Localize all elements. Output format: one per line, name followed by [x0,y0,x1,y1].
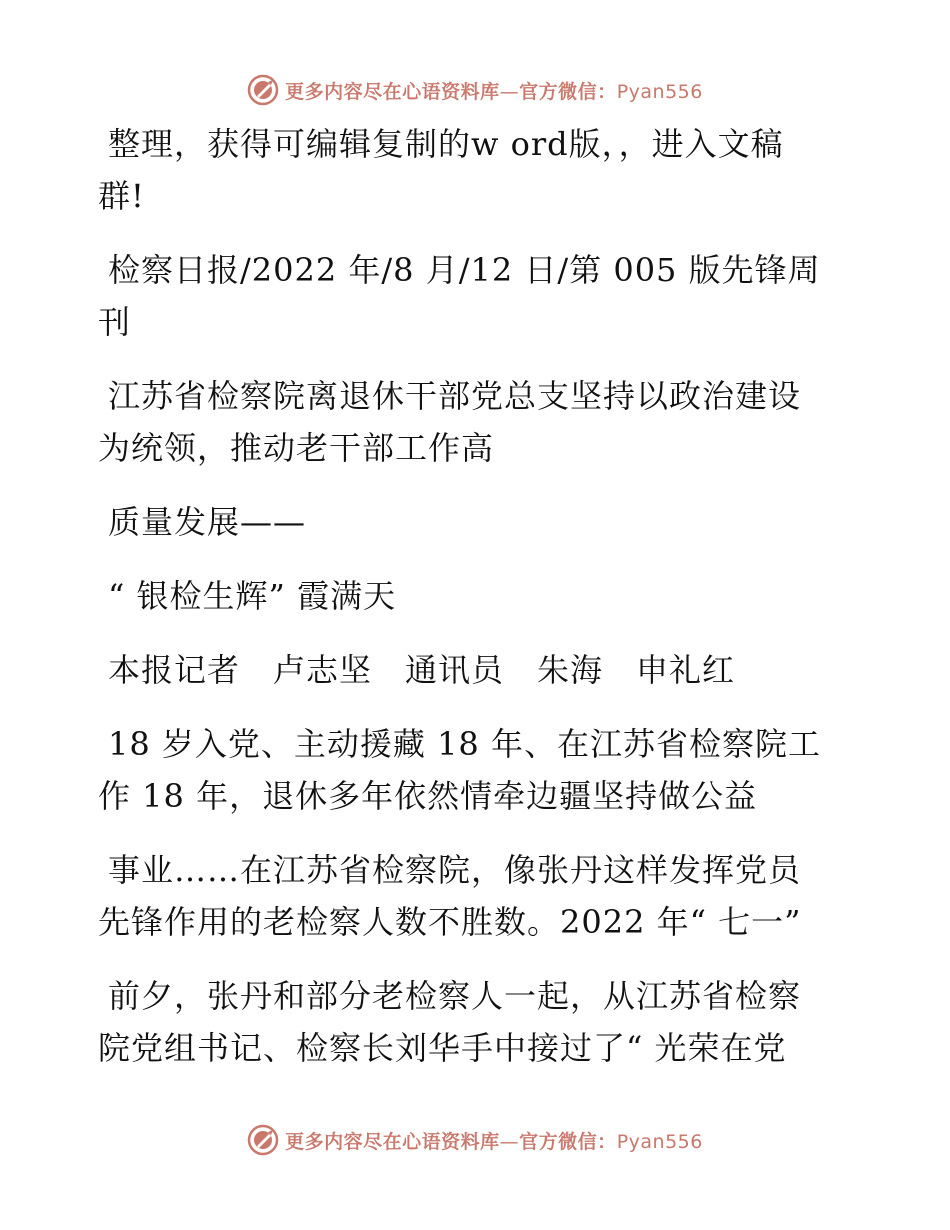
paragraph-7-line-2: 作 18 年，退休多年依然情牵边疆坚持做公益 [98,777,758,815]
paragraph-2-line-1: 检察日报/2022 年/8 月/12 日/第 005 版先锋周 [108,251,821,289]
paragraph-3 [98,370,858,474]
paragraph-8 [98,844,858,948]
header-banner-account: Pyan556 [616,80,703,103]
footer-banner-account: Pyan556 [616,1130,703,1153]
header-banner-separator: — [499,80,520,103]
pen-logo-icon [247,74,279,106]
paragraph-4-line-1: 质量发展—— [108,503,307,541]
paragraph-1-line-2: 群! [98,177,145,215]
header-banner-text [285,77,703,104]
paragraph-5-line-1: “ 银检生辉” 霞满天 [108,577,397,615]
paragraph-4 [98,496,858,548]
header-banner-inner [247,74,703,106]
footer-banner-separator: — [499,1130,520,1153]
paragraph-9-line-2: 院党组书记、检察长刘华手中接过了“ 光荣在党 [98,1029,787,1067]
paragraph-8-line-1: 事业……在江苏省检察院，像张丹这样发挥党员 [108,851,802,889]
paragraph-9 [98,970,858,1074]
paragraph-1-line-1: 整理，获得可编辑复制的w ord版，，进入文稿 [108,125,784,163]
paragraph-3-line-1: 江苏省检察院离退休干部党总支坚持以政治建设 [108,377,802,415]
paragraph-2-line-2: 刊 [98,303,132,341]
paragraph-3-line-2: 为统领，推动老干部工作高 [98,429,495,467]
paragraph-1 [98,118,858,222]
paragraph-6-line-1: 本报记者 卢志坚 通讯员 朱海 申礼红 [108,651,736,689]
header-banner-label: 官方微信： [519,80,617,103]
paragraph-9-line-1: 前夕，张丹和部分老检察人一起，从江苏省检察 [108,977,802,1015]
pen-logo-icon [247,1124,279,1156]
paragraph-2 [98,244,858,348]
header-banner-main: 更多内容尽在心语资料库 [285,80,500,103]
footer-banner-label: 官方微信： [519,1130,617,1153]
paragraph-8-line-2: 先锋作用的老检察人数不胜数。2022 年“ 七一” [98,903,802,941]
footer-banner [0,1120,950,1160]
footer-banner-inner [247,1124,703,1156]
footer-banner-text [285,1127,703,1154]
paragraph-5 [98,570,858,622]
paragraph-6 [98,644,858,696]
paragraph-7-line-1: 18 岁入党、主动援藏 18 年、在江苏省检察院工 [108,725,821,763]
header-banner [0,70,950,110]
footer-banner-main: 更多内容尽在心语资料库 [285,1130,500,1153]
document-body [98,118,858,1074]
paragraph-7 [98,718,858,822]
